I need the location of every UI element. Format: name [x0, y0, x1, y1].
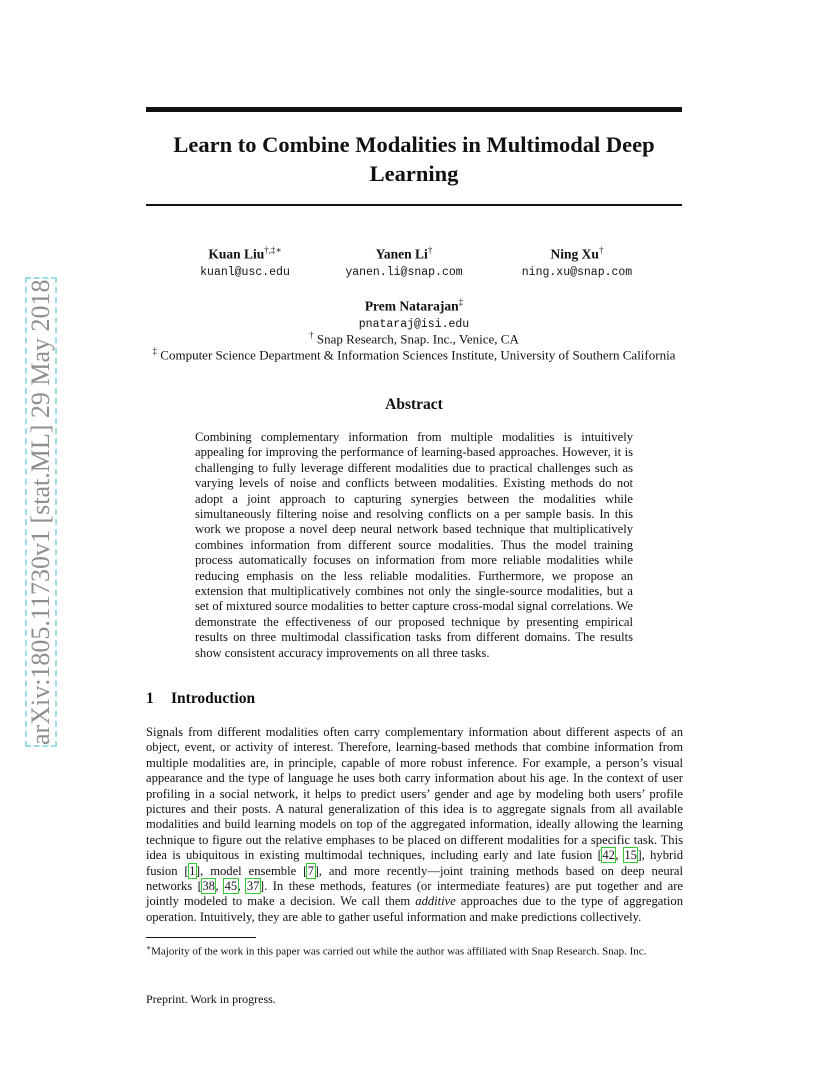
abstract-body: Combining complementary information from multiple modalities is intuitively appealing for improving the performance of learning-based approaches. However, it is challenging to fully leverage different modalities due to practical challenges such as varying levels of noise and conflicts between modalities. Existing methods do not adopt a joint approach to capturing synergies between the modalities while simultaneously filtering noise and resolving conflicts on a per sample basis. In this work we propose a novel deep neural network based technique that multiplicatively combines information from different source modalities. Thus the model training process automatically focuses on information from more reliable modalities while reducing emphasis on the less reliable modalities. Furthermore, we propose an extension that multiplicatively combines not only the single-source modalities, but a set of mixtured source modalities to better capture cross-modal signal correlations. We demonstrate the effectiveness of our proposed technique by presenting empirical results on three multimodal classification tasks from different domains. The results show consistent accuracy improvements on all three tasks.: [195, 430, 633, 660]
preprint-note: Preprint. Work in progress.: [146, 992, 276, 1006]
author-block-2: [304, 242, 504, 281]
citation-link[interactable]: 15: [624, 848, 637, 863]
author-name: [304, 242, 504, 263]
paragraph-text: ,: [615, 848, 624, 863]
paragraph-text: ,: [237, 879, 247, 894]
footnote: [146, 940, 683, 960]
paragraph-text: Signals from different modalities often carry complementary information about different aspects of an object, event, or activity of interest. Therefore, learning-based methods that combine information from multiple modalities are, in principle, capable of more robust inference. For example, a person’s visual appearance and the type of language he uses both carry information about his age. In the context of user profiling in a social network, it helps to predict users’ gender and age by modeling both users’ profile pictures and their posts. A natural generalization of this idea is to aggregate signals from all available modalities and build learning models on top of the aggregated information, ideally allowing the learning technique to figure out the relative emphases to be placed on different modalities for a specific task. This idea is ubiquitous in existing multimodal techniques, including early and late fusion [: [146, 725, 683, 863]
emphasized-term: additive: [415, 894, 456, 909]
author-name-text: Yanen Li: [375, 246, 428, 262]
title-top-rule: [146, 107, 682, 112]
arxiv-identifier-stamp[interactable]: arXiv:1805.11730v1 [stat.ML] 29 May 2018: [26, 279, 55, 745]
author-email: kuanl@usc.edu: [200, 265, 290, 279]
author-affiliation-marks: ‡: [458, 297, 464, 307]
paragraph-text: ]. In these methods, features (or intermediate features) are put together and are jointly modeled to make a decision. We call them: [146, 879, 684, 909]
affiliation-text: Snap Research, Snap. Inc., Venice, CA: [316, 331, 519, 347]
footnote-mark: ∗: [146, 943, 152, 952]
author-affiliation-marks: †: [598, 245, 604, 255]
section-number: 1: [146, 690, 154, 707]
introduction-paragraph: [146, 725, 683, 925]
affiliation-text: Computer Science Department & Information Sciences Institute, University of Southern California: [160, 347, 676, 363]
footnote-text: Majority of the work in this paper was carried out while the author was affiliated with Snap Research. Snap. Inc.: [151, 945, 647, 958]
citation-link[interactable]: 37: [246, 879, 260, 894]
author-name-text: Prem Natarajan: [364, 298, 459, 314]
author-name: [314, 294, 514, 315]
abstract-heading: Abstract: [385, 396, 443, 413]
section-title: Introduction: [171, 690, 256, 707]
affiliation-line-2: [60, 343, 768, 363]
citation-link[interactable]: 7: [307, 863, 315, 878]
citation-link[interactable]: 1: [189, 863, 196, 878]
paper-title: Learn to Combine Modalities in Multimodal Deep Learning: [173, 132, 655, 186]
affiliation-mark: ‡: [152, 346, 158, 356]
section-heading-introduction: [146, 690, 255, 708]
author-name-text: Kuan Liu: [208, 246, 265, 262]
paragraph-text: ], hybrid fusion [: [146, 848, 684, 878]
author-affiliation-marks: †: [427, 245, 433, 255]
paragraph-text: ], model ensemble [: [195, 863, 308, 878]
author-email: yanen.li@snap.com: [345, 265, 463, 279]
paragraph-text: ], and more recently—joint training methods based on deep neural networks [: [146, 863, 683, 894]
author-block-3: [477, 242, 677, 281]
author-name: [477, 242, 677, 263]
citation-link[interactable]: 42: [602, 848, 615, 863]
paragraph-text: ,: [215, 879, 225, 894]
author-name-text: Ning Xu: [550, 246, 599, 262]
citation-link[interactable]: 45: [224, 879, 238, 894]
affiliation-mark: †: [309, 330, 314, 340]
title-bottom-rule: [146, 204, 682, 206]
paragraph-text: approaches due to the type of aggregation operation. Intuitively, they are able to gather useful information and make predictions collectively.: [146, 894, 683, 924]
author-affiliation-marks: †,‡∗: [264, 245, 282, 255]
citation-link[interactable]: 38: [202, 879, 215, 894]
author-email: pnataraj@isi.edu: [358, 317, 470, 331]
footnote-rule: [146, 937, 256, 938]
author-email: ning.xu@snap.com: [521, 265, 633, 279]
